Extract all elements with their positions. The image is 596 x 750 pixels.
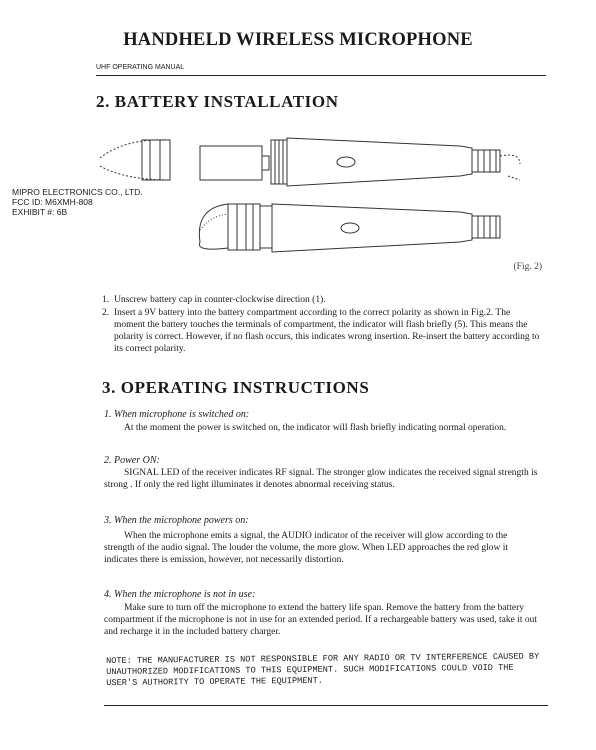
operating-heading: 3. OPERATING INSTRUCTIONS — [102, 378, 370, 397]
footer-divider — [104, 705, 548, 706]
header-divider — [96, 75, 546, 76]
step-number: 2. — [102, 308, 110, 318]
figure-label: (Fig. 2) — [513, 262, 542, 272]
operating-item-4-title: 4. When the microphone is not in use: — [104, 589, 256, 600]
operating-item-2-body: SIGNAL LED of the receiver indicates RF signal. The stronger glow indicates the received signal strength is strong . If only the red light illuminates it denotes abnormal receiving status. — [104, 468, 538, 490]
operating-item-1-title: 1. When microphone is switched on: — [104, 409, 250, 420]
step-text: Unscrew battery cap in counter-clockwise direction (1). — [114, 295, 326, 305]
fcc-note: NOTE: THE MANUFACTURER IS NOT RESPONSIBLE FOR ANY RADIO OR TV INTERFERENCE CAUSED BY UNAUTHORIZED MODIFICATIONS TO THIS EQUIPMENT. SUCH MODIFICATIONS COULD VOID THE USER'S AUTHORITY TO OPERATE THE EQUIPMENT. — [106, 651, 540, 688]
fcc-company: MIPRO ELECTRONICS CO., LTD. — [12, 187, 143, 197]
manual-subtitle: UHF OPERATING MANUAL — [96, 64, 185, 71]
step-number: 1. — [102, 295, 110, 305]
fcc-exhibit: EXHIBIT #: 6B — [12, 207, 68, 217]
operating-item-1-body: At the moment the power is switched on, the indicator will flash briefly indicating normal operation. — [124, 423, 507, 433]
battery-step-1 — [102, 294, 542, 306]
step-text: Insert a 9V battery into the battery compartment according to the correct polarity as shown in Fig.2. The moment the battery touches the terminals of compartment, the indicator will flash briefly (5). This means the polarity is correct. However, if no flash occurs, this indicates wrong insertion. Re-insert the battery according to its correct polarity. — [114, 308, 540, 354]
fcc-id: FCC ID: M6XMH-808 — [12, 197, 93, 207]
battery-heading: 2. BATTERY INSTALLATION — [96, 92, 339, 111]
operating-item-3-body: When the microphone emits a signal, the AUDIO indicator of the receiver will glow according to the strength of the audio signal. The louder the volume, the more glow. When LED approaches the red glow it indicates there is emission, however, not necessarily distortion. — [104, 531, 508, 565]
operating-item-3-title: 3. When the microphone powers on: — [104, 515, 249, 526]
battery-step-2 — [102, 307, 542, 355]
page-title: HANDHELD WIRELESS MICROPHONE — [123, 30, 473, 50]
microphone-illustration — [100, 130, 540, 265]
operating-item-2-title: 2. Power ON: — [104, 455, 160, 466]
operating-item-4-body: Make sure to turn off the microphone to extend the battery life span. Remove the battery from the battery compartment if the microphone is not in use for an extended period. If a rechargeable battery was used, take it out and recharge it in the included battery charger. — [104, 603, 537, 637]
